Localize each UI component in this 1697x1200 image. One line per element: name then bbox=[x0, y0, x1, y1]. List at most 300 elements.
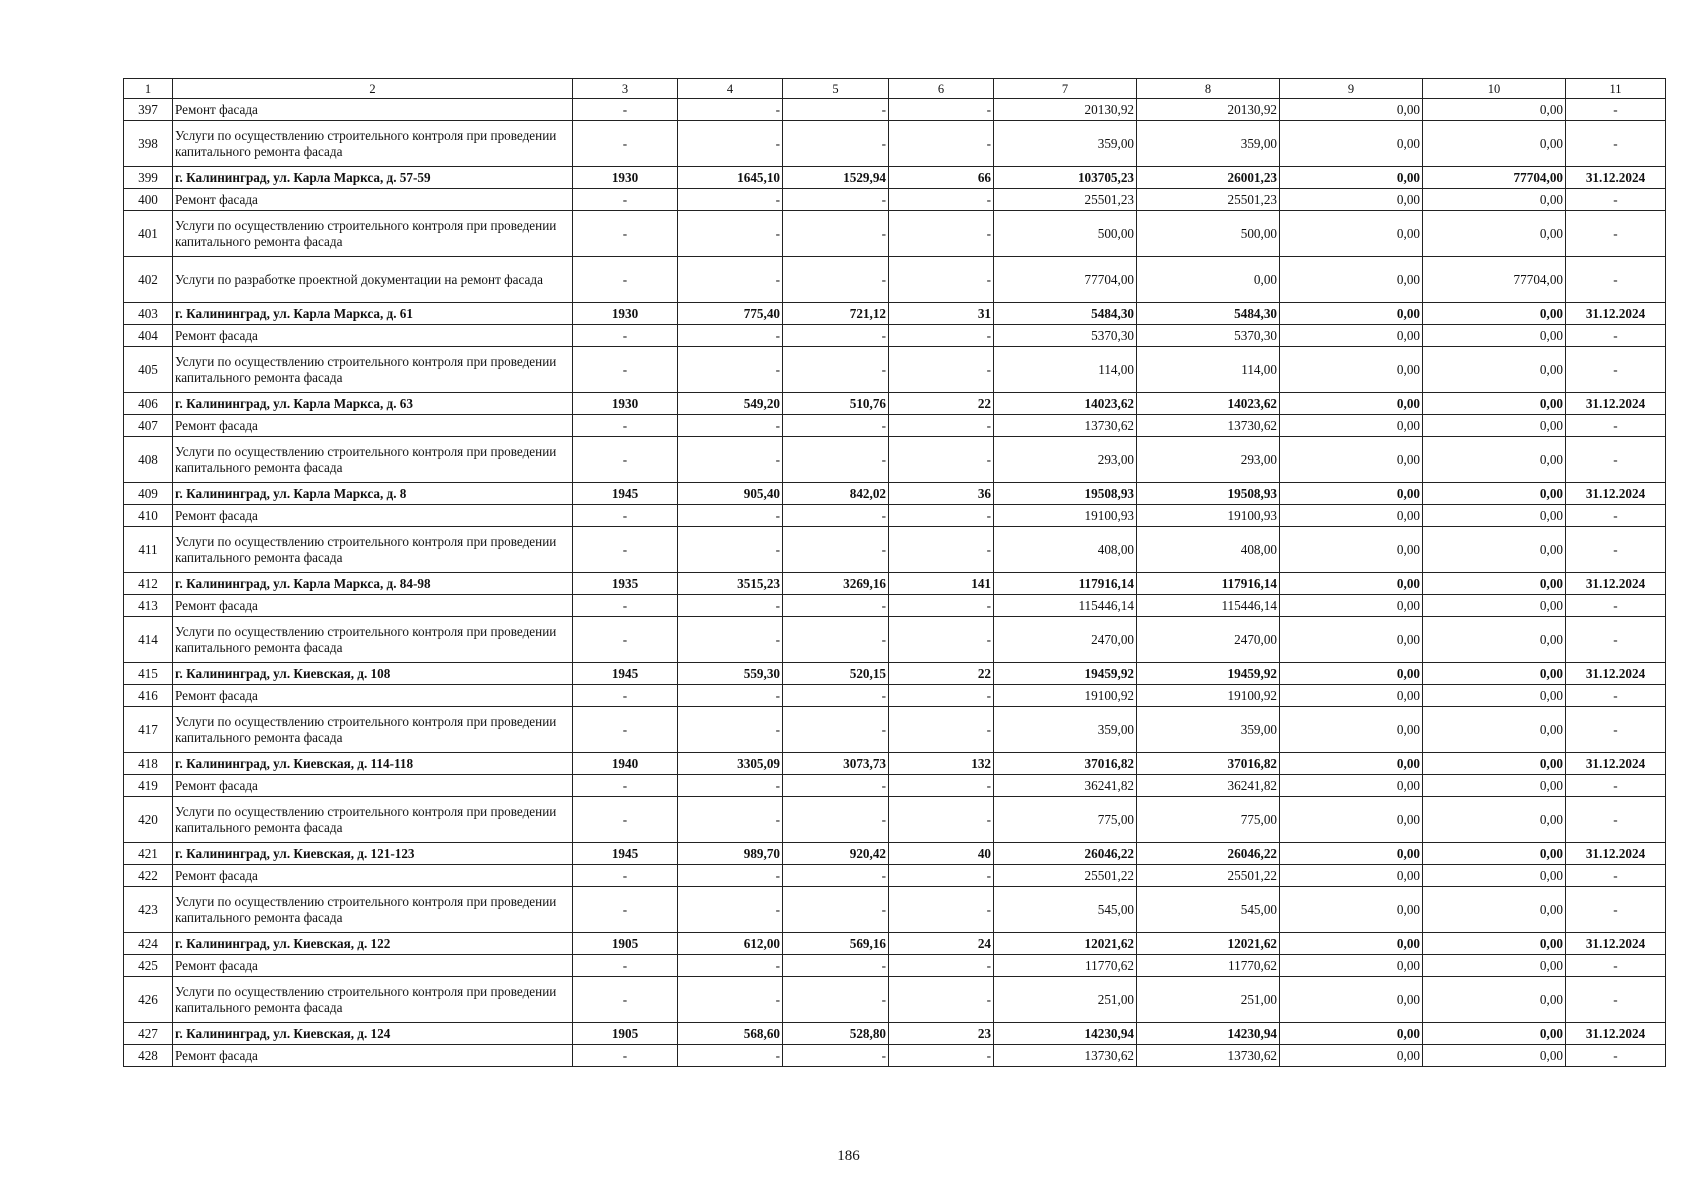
row-number: 427 bbox=[124, 1023, 173, 1045]
item-name: Ремонт фасада bbox=[173, 325, 573, 347]
cost-total-cell: 251,00 bbox=[994, 977, 1137, 1023]
cost-owners-cell: 0,00 bbox=[1423, 189, 1566, 211]
cost-fund-cell: 114,00 bbox=[1137, 347, 1280, 393]
residents-cell: - bbox=[889, 257, 994, 303]
area-living-cell: - bbox=[783, 415, 889, 437]
area-living-cell: 569,16 bbox=[783, 933, 889, 955]
area-living-cell: 3073,73 bbox=[783, 753, 889, 775]
cost-total-cell: 115446,14 bbox=[994, 595, 1137, 617]
area-total-cell: - bbox=[678, 99, 783, 121]
table-row bbox=[124, 865, 1666, 887]
residents-cell: 66 bbox=[889, 167, 994, 189]
cost-fund-cell: 20130,92 bbox=[1137, 99, 1280, 121]
cost-owners-cell: 0,00 bbox=[1423, 707, 1566, 753]
table-row bbox=[124, 121, 1666, 167]
item-name: Ремонт фасада bbox=[173, 955, 573, 977]
cost-owners-cell: 0,00 bbox=[1423, 211, 1566, 257]
deadline-cell: 31.12.2024 bbox=[1566, 1023, 1666, 1045]
deadline-cell: 31.12.2024 bbox=[1566, 303, 1666, 325]
item-name: Услуги по осуществлению строительного контроля при проведении капитального ремонта фасада bbox=[173, 121, 573, 167]
cost-owners-cell: 0,00 bbox=[1423, 753, 1566, 775]
year-cell: - bbox=[573, 797, 678, 843]
year-cell: - bbox=[573, 955, 678, 977]
cost-total-cell: 2470,00 bbox=[994, 617, 1137, 663]
cost-fund-cell: 117916,14 bbox=[1137, 573, 1280, 595]
row-number: 424 bbox=[124, 933, 173, 955]
deadline-cell: 31.12.2024 bbox=[1566, 843, 1666, 865]
area-living-cell: - bbox=[783, 325, 889, 347]
area-total-cell: - bbox=[678, 977, 783, 1023]
row-number: 410 bbox=[124, 505, 173, 527]
table-body bbox=[124, 79, 1666, 1067]
row-number: 404 bbox=[124, 325, 173, 347]
row-number: 428 bbox=[124, 1045, 173, 1067]
cost-owners-cell: 0,00 bbox=[1423, 797, 1566, 843]
area-living-cell: - bbox=[783, 775, 889, 797]
row-number: 425 bbox=[124, 955, 173, 977]
year-cell: 1905 bbox=[573, 1023, 678, 1045]
cost-fund-cell: 19100,93 bbox=[1137, 505, 1280, 527]
item-name: Ремонт фасада bbox=[173, 1045, 573, 1067]
residents-cell: - bbox=[889, 437, 994, 483]
cost-total-cell: 37016,82 bbox=[994, 753, 1137, 775]
cost-fund-cell: 545,00 bbox=[1137, 887, 1280, 933]
cost-budget-cell: 0,00 bbox=[1280, 189, 1423, 211]
deadline-cell: 31.12.2024 bbox=[1566, 573, 1666, 595]
cost-owners-cell: 0,00 bbox=[1423, 303, 1566, 325]
year-cell: - bbox=[573, 325, 678, 347]
residents-cell: - bbox=[889, 977, 994, 1023]
cost-fund-cell: 37016,82 bbox=[1137, 753, 1280, 775]
residents-cell: - bbox=[889, 887, 994, 933]
area-total-cell: - bbox=[678, 775, 783, 797]
area-total-cell: - bbox=[678, 865, 783, 887]
cost-total-cell: 500,00 bbox=[994, 211, 1137, 257]
deadline-cell: - bbox=[1566, 211, 1666, 257]
area-total-cell: 3305,09 bbox=[678, 753, 783, 775]
deadline-cell: - bbox=[1566, 797, 1666, 843]
area-total-cell: 775,40 bbox=[678, 303, 783, 325]
item-name: г. Калининград, ул. Киевская, д. 122 bbox=[173, 933, 573, 955]
cost-budget-cell: 0,00 bbox=[1280, 1045, 1423, 1067]
area-total-cell: - bbox=[678, 347, 783, 393]
row-number: 406 bbox=[124, 393, 173, 415]
year-cell: 1945 bbox=[573, 483, 678, 505]
cost-owners-cell: 0,00 bbox=[1423, 887, 1566, 933]
cost-owners-cell: 0,00 bbox=[1423, 775, 1566, 797]
deadline-cell: 31.12.2024 bbox=[1566, 663, 1666, 685]
residents-cell: - bbox=[889, 527, 994, 573]
cost-total-cell: 14023,62 bbox=[994, 393, 1137, 415]
residents-cell: - bbox=[889, 189, 994, 211]
area-total-cell: 989,70 bbox=[678, 843, 783, 865]
cost-fund-cell: 26046,22 bbox=[1137, 843, 1280, 865]
area-living-cell: - bbox=[783, 707, 889, 753]
area-living-cell: - bbox=[783, 977, 889, 1023]
cost-owners-cell: 0,00 bbox=[1423, 933, 1566, 955]
cost-owners-cell: 0,00 bbox=[1423, 595, 1566, 617]
column-header: 9 bbox=[1280, 79, 1423, 99]
deadline-cell: - bbox=[1566, 707, 1666, 753]
year-cell: 1930 bbox=[573, 303, 678, 325]
table-row bbox=[124, 325, 1666, 347]
residents-cell: - bbox=[889, 1045, 994, 1067]
deadline-cell: - bbox=[1566, 347, 1666, 393]
year-cell: 1940 bbox=[573, 753, 678, 775]
cost-owners-cell: 0,00 bbox=[1423, 527, 1566, 573]
residents-cell: - bbox=[889, 347, 994, 393]
area-total-cell: - bbox=[678, 955, 783, 977]
cost-owners-cell: 0,00 bbox=[1423, 617, 1566, 663]
area-living-cell: - bbox=[783, 617, 889, 663]
residents-cell: 22 bbox=[889, 663, 994, 685]
row-number: 408 bbox=[124, 437, 173, 483]
cost-fund-cell: 36241,82 bbox=[1137, 775, 1280, 797]
table-row bbox=[124, 303, 1666, 325]
table-row bbox=[124, 211, 1666, 257]
cost-budget-cell: 0,00 bbox=[1280, 775, 1423, 797]
residents-cell: - bbox=[889, 865, 994, 887]
cost-total-cell: 12021,62 bbox=[994, 933, 1137, 955]
cost-fund-cell: 25501,23 bbox=[1137, 189, 1280, 211]
cost-fund-cell: 5484,30 bbox=[1137, 303, 1280, 325]
area-living-cell: - bbox=[783, 527, 889, 573]
table-row bbox=[124, 573, 1666, 595]
cost-fund-cell: 251,00 bbox=[1137, 977, 1280, 1023]
cost-budget-cell: 0,00 bbox=[1280, 325, 1423, 347]
area-total-cell: 549,20 bbox=[678, 393, 783, 415]
row-number: 401 bbox=[124, 211, 173, 257]
deadline-cell: - bbox=[1566, 775, 1666, 797]
table-row bbox=[124, 393, 1666, 415]
item-name: г. Калининград, ул. Киевская, д. 124 bbox=[173, 1023, 573, 1045]
cost-fund-cell: 5370,30 bbox=[1137, 325, 1280, 347]
item-name: Ремонт фасада bbox=[173, 775, 573, 797]
cost-total-cell: 114,00 bbox=[994, 347, 1137, 393]
cost-budget-cell: 0,00 bbox=[1280, 99, 1423, 121]
year-cell: 1935 bbox=[573, 573, 678, 595]
row-number: 420 bbox=[124, 797, 173, 843]
residents-cell: - bbox=[889, 955, 994, 977]
column-header: 3 bbox=[573, 79, 678, 99]
cost-fund-cell: 14230,94 bbox=[1137, 1023, 1280, 1045]
cost-budget-cell: 0,00 bbox=[1280, 303, 1423, 325]
item-name: Ремонт фасада bbox=[173, 99, 573, 121]
deadline-cell: - bbox=[1566, 865, 1666, 887]
year-cell: - bbox=[573, 99, 678, 121]
item-name: Ремонт фасада bbox=[173, 505, 573, 527]
row-number: 411 bbox=[124, 527, 173, 573]
deadline-cell: - bbox=[1566, 257, 1666, 303]
residents-cell: - bbox=[889, 797, 994, 843]
deadline-cell: - bbox=[1566, 527, 1666, 573]
area-total-cell: - bbox=[678, 685, 783, 707]
residents-cell: - bbox=[889, 685, 994, 707]
table-header-row bbox=[124, 79, 1666, 99]
cost-fund-cell: 359,00 bbox=[1137, 707, 1280, 753]
year-cell: 1930 bbox=[573, 393, 678, 415]
year-cell: - bbox=[573, 527, 678, 573]
cost-total-cell: 408,00 bbox=[994, 527, 1137, 573]
item-name: Ремонт фасада bbox=[173, 865, 573, 887]
deadline-cell: - bbox=[1566, 955, 1666, 977]
item-name: Ремонт фасада bbox=[173, 415, 573, 437]
cost-owners-cell: 0,00 bbox=[1423, 955, 1566, 977]
cost-total-cell: 117916,14 bbox=[994, 573, 1137, 595]
area-total-cell: 612,00 bbox=[678, 933, 783, 955]
area-living-cell: - bbox=[783, 1045, 889, 1067]
row-number: 418 bbox=[124, 753, 173, 775]
residents-cell: - bbox=[889, 595, 994, 617]
cost-budget-cell: 0,00 bbox=[1280, 257, 1423, 303]
year-cell: 1905 bbox=[573, 933, 678, 955]
table-row bbox=[124, 977, 1666, 1023]
deadline-cell: - bbox=[1566, 437, 1666, 483]
table-row bbox=[124, 685, 1666, 707]
table-row bbox=[124, 99, 1666, 121]
row-number: 423 bbox=[124, 887, 173, 933]
area-living-cell: - bbox=[783, 99, 889, 121]
item-name: г. Калининград, ул. Киевская, д. 108 bbox=[173, 663, 573, 685]
area-total-cell: - bbox=[678, 211, 783, 257]
table-row bbox=[124, 797, 1666, 843]
residents-cell: 31 bbox=[889, 303, 994, 325]
area-living-cell: - bbox=[783, 437, 889, 483]
area-living-cell: - bbox=[783, 797, 889, 843]
cost-total-cell: 19100,93 bbox=[994, 505, 1137, 527]
row-number: 413 bbox=[124, 595, 173, 617]
deadline-cell: - bbox=[1566, 99, 1666, 121]
area-total-cell: 3515,23 bbox=[678, 573, 783, 595]
cost-budget-cell: 0,00 bbox=[1280, 167, 1423, 189]
cost-fund-cell: 13730,62 bbox=[1137, 415, 1280, 437]
deadline-cell: - bbox=[1566, 121, 1666, 167]
cost-budget-cell: 0,00 bbox=[1280, 121, 1423, 167]
cost-budget-cell: 0,00 bbox=[1280, 595, 1423, 617]
cost-fund-cell: 13730,62 bbox=[1137, 1045, 1280, 1067]
item-name: Услуги по осуществлению строительного контроля при проведении капитального ремонта фасада bbox=[173, 707, 573, 753]
residents-cell: - bbox=[889, 325, 994, 347]
table-row bbox=[124, 527, 1666, 573]
item-name: Услуги по осуществлению строительного контроля при проведении капитального ремонта фасада bbox=[173, 347, 573, 393]
cost-total-cell: 19100,92 bbox=[994, 685, 1137, 707]
item-name: Услуги по осуществлению строительного контроля при проведении капитального ремонта фасада bbox=[173, 527, 573, 573]
cost-budget-cell: 0,00 bbox=[1280, 865, 1423, 887]
item-name: г. Калининград, ул. Карла Маркса, д. 63 bbox=[173, 393, 573, 415]
cost-fund-cell: 14023,62 bbox=[1137, 393, 1280, 415]
cost-owners-cell: 0,00 bbox=[1423, 99, 1566, 121]
cost-budget-cell: 0,00 bbox=[1280, 437, 1423, 483]
column-header: 11 bbox=[1566, 79, 1666, 99]
area-living-cell: - bbox=[783, 211, 889, 257]
cost-owners-cell: 0,00 bbox=[1423, 415, 1566, 437]
residents-cell: - bbox=[889, 505, 994, 527]
item-name: Услуги по осуществлению строительного контроля при проведении капитального ремонта фасада bbox=[173, 211, 573, 257]
cost-owners-cell: 0,00 bbox=[1423, 1045, 1566, 1067]
row-number: 417 bbox=[124, 707, 173, 753]
table-row bbox=[124, 707, 1666, 753]
cost-budget-cell: 0,00 bbox=[1280, 685, 1423, 707]
cost-budget-cell: 0,00 bbox=[1280, 617, 1423, 663]
year-cell: - bbox=[573, 415, 678, 437]
residents-cell: 141 bbox=[889, 573, 994, 595]
cost-owners-cell: 0,00 bbox=[1423, 483, 1566, 505]
column-header: 10 bbox=[1423, 79, 1566, 99]
cost-total-cell: 775,00 bbox=[994, 797, 1137, 843]
residents-cell: 23 bbox=[889, 1023, 994, 1045]
deadline-cell: - bbox=[1566, 887, 1666, 933]
table-row bbox=[124, 189, 1666, 211]
data-table bbox=[123, 78, 1666, 1067]
cost-total-cell: 13730,62 bbox=[994, 415, 1137, 437]
area-total-cell: - bbox=[678, 887, 783, 933]
area-living-cell: - bbox=[783, 189, 889, 211]
residents-cell: 36 bbox=[889, 483, 994, 505]
cost-budget-cell: 0,00 bbox=[1280, 933, 1423, 955]
table-row bbox=[124, 753, 1666, 775]
residents-cell: 40 bbox=[889, 843, 994, 865]
area-living-cell: 3269,16 bbox=[783, 573, 889, 595]
deadline-cell: - bbox=[1566, 685, 1666, 707]
area-living-cell: - bbox=[783, 257, 889, 303]
cost-fund-cell: 115446,14 bbox=[1137, 595, 1280, 617]
item-name: г. Калининград, ул. Карла Маркса, д. 84-98 bbox=[173, 573, 573, 595]
year-cell: - bbox=[573, 347, 678, 393]
row-number: 403 bbox=[124, 303, 173, 325]
year-cell: - bbox=[573, 685, 678, 707]
cost-total-cell: 359,00 bbox=[994, 121, 1137, 167]
year-cell: - bbox=[573, 1045, 678, 1067]
row-number: 416 bbox=[124, 685, 173, 707]
year-cell: - bbox=[573, 707, 678, 753]
cost-total-cell: 19508,93 bbox=[994, 483, 1137, 505]
row-number: 412 bbox=[124, 573, 173, 595]
table-row bbox=[124, 663, 1666, 685]
area-total-cell: 905,40 bbox=[678, 483, 783, 505]
cost-owners-cell: 0,00 bbox=[1423, 505, 1566, 527]
cost-owners-cell: 77704,00 bbox=[1423, 167, 1566, 189]
year-cell: - bbox=[573, 211, 678, 257]
cost-budget-cell: 0,00 bbox=[1280, 955, 1423, 977]
area-total-cell: - bbox=[678, 189, 783, 211]
cost-owners-cell: 0,00 bbox=[1423, 121, 1566, 167]
cost-fund-cell: 2470,00 bbox=[1137, 617, 1280, 663]
area-total-cell: - bbox=[678, 505, 783, 527]
residents-cell: - bbox=[889, 707, 994, 753]
cost-fund-cell: 11770,62 bbox=[1137, 955, 1280, 977]
cost-owners-cell: 0,00 bbox=[1423, 685, 1566, 707]
deadline-cell: 31.12.2024 bbox=[1566, 393, 1666, 415]
cost-budget-cell: 0,00 bbox=[1280, 753, 1423, 775]
item-name: Ремонт фасада bbox=[173, 595, 573, 617]
area-living-cell: - bbox=[783, 887, 889, 933]
residents-cell: - bbox=[889, 617, 994, 663]
cost-budget-cell: 0,00 bbox=[1280, 347, 1423, 393]
table-row bbox=[124, 617, 1666, 663]
row-number: 400 bbox=[124, 189, 173, 211]
year-cell: - bbox=[573, 865, 678, 887]
table-row bbox=[124, 347, 1666, 393]
item-name: г. Калининград, ул. Киевская, д. 114-118 bbox=[173, 753, 573, 775]
residents-cell: 24 bbox=[889, 933, 994, 955]
cost-owners-cell: 0,00 bbox=[1423, 573, 1566, 595]
area-total-cell: - bbox=[678, 595, 783, 617]
year-cell: 1945 bbox=[573, 663, 678, 685]
table-row bbox=[124, 483, 1666, 505]
cost-budget-cell: 0,00 bbox=[1280, 843, 1423, 865]
year-cell: - bbox=[573, 505, 678, 527]
cost-fund-cell: 775,00 bbox=[1137, 797, 1280, 843]
area-total-cell: 559,30 bbox=[678, 663, 783, 685]
item-name: Услуги по разработке проектной документации на ремонт фасада bbox=[173, 257, 573, 303]
area-living-cell: 920,42 bbox=[783, 843, 889, 865]
area-total-cell: - bbox=[678, 257, 783, 303]
area-living-cell: - bbox=[783, 865, 889, 887]
table-row bbox=[124, 843, 1666, 865]
cost-budget-cell: 0,00 bbox=[1280, 707, 1423, 753]
cost-owners-cell: 0,00 bbox=[1423, 347, 1566, 393]
area-total-cell: - bbox=[678, 797, 783, 843]
area-total-cell: 568,60 bbox=[678, 1023, 783, 1045]
year-cell: - bbox=[573, 437, 678, 483]
item-name: Услуги по осуществлению строительного контроля при проведении капитального ремонта фасада bbox=[173, 437, 573, 483]
table-row bbox=[124, 775, 1666, 797]
cost-budget-cell: 0,00 bbox=[1280, 977, 1423, 1023]
cost-budget-cell: 0,00 bbox=[1280, 663, 1423, 685]
year-cell: 1945 bbox=[573, 843, 678, 865]
cost-total-cell: 26046,22 bbox=[994, 843, 1137, 865]
row-number: 422 bbox=[124, 865, 173, 887]
area-total-cell: - bbox=[678, 617, 783, 663]
item-name: г. Калининград, ул. Киевская, д. 121-123 bbox=[173, 843, 573, 865]
area-living-cell: - bbox=[783, 347, 889, 393]
column-header: 6 bbox=[889, 79, 994, 99]
residents-cell: 132 bbox=[889, 753, 994, 775]
area-total-cell: - bbox=[678, 325, 783, 347]
area-living-cell: 528,80 bbox=[783, 1023, 889, 1045]
row-number: 397 bbox=[124, 99, 173, 121]
table-row bbox=[124, 437, 1666, 483]
area-total-cell: - bbox=[678, 121, 783, 167]
cost-total-cell: 5484,30 bbox=[994, 303, 1137, 325]
row-number: 426 bbox=[124, 977, 173, 1023]
item-name: г. Калининград, ул. Карла Маркса, д. 8 bbox=[173, 483, 573, 505]
deadline-cell: - bbox=[1566, 1045, 1666, 1067]
table-row bbox=[124, 257, 1666, 303]
column-header: 4 bbox=[678, 79, 783, 99]
cost-total-cell: 293,00 bbox=[994, 437, 1137, 483]
year-cell: - bbox=[573, 189, 678, 211]
cost-fund-cell: 19459,92 bbox=[1137, 663, 1280, 685]
cost-total-cell: 13730,62 bbox=[994, 1045, 1137, 1067]
cost-fund-cell: 19508,93 bbox=[1137, 483, 1280, 505]
area-living-cell: 1529,94 bbox=[783, 167, 889, 189]
row-number: 402 bbox=[124, 257, 173, 303]
year-cell: - bbox=[573, 775, 678, 797]
deadline-cell: - bbox=[1566, 505, 1666, 527]
cost-owners-cell: 0,00 bbox=[1423, 865, 1566, 887]
deadline-cell: - bbox=[1566, 617, 1666, 663]
area-total-cell: - bbox=[678, 527, 783, 573]
area-living-cell: 520,15 bbox=[783, 663, 889, 685]
row-number: 415 bbox=[124, 663, 173, 685]
cost-budget-cell: 0,00 bbox=[1280, 797, 1423, 843]
area-living-cell: 721,12 bbox=[783, 303, 889, 325]
residents-cell: - bbox=[889, 415, 994, 437]
row-number: 409 bbox=[124, 483, 173, 505]
row-number: 398 bbox=[124, 121, 173, 167]
deadline-cell: - bbox=[1566, 595, 1666, 617]
